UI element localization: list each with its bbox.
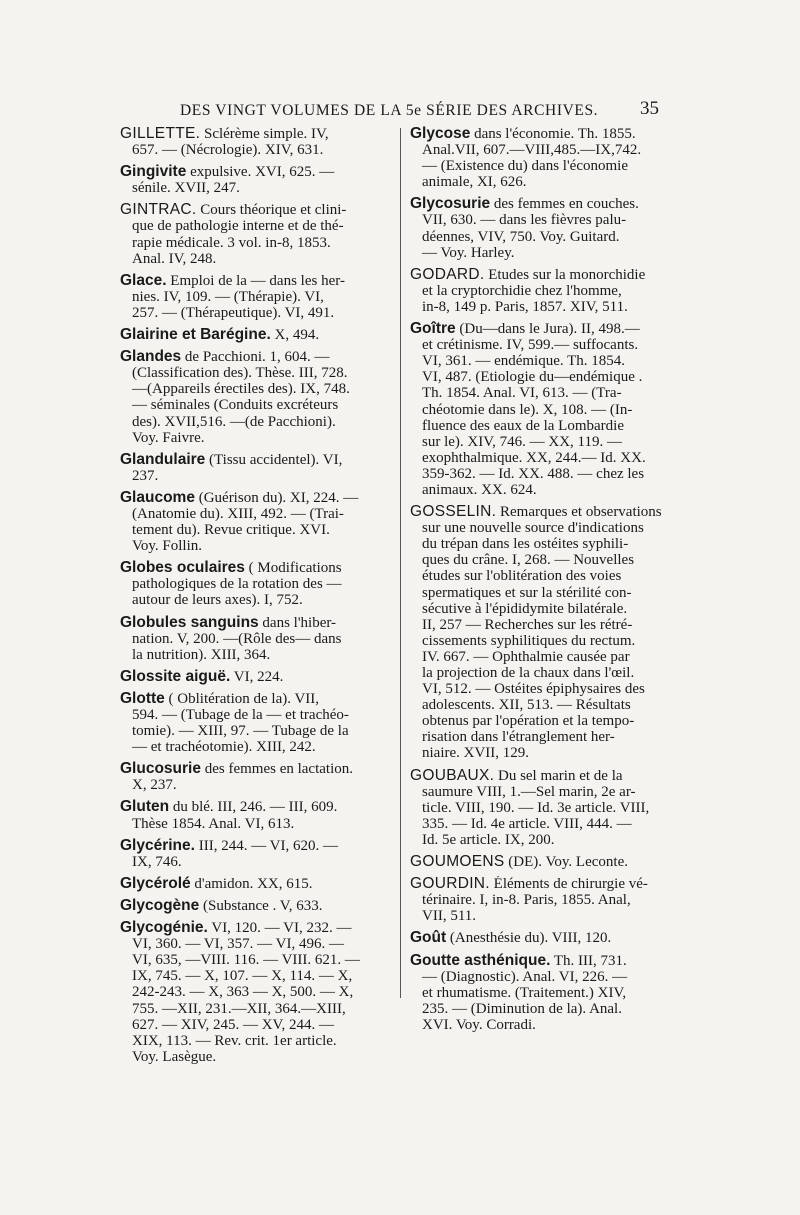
entry-line (120, 397, 392, 413)
entry-line (120, 816, 392, 832)
entry-line (410, 299, 684, 315)
entry-text: et crétinisme. IV, 599.— suffocants. (422, 337, 639, 354)
entry-text: IX, 745. — X, 107. — X, 114. — X, (132, 968, 353, 985)
entry-text: saumure VIII, 1.—Sel marin, 2e ar- (422, 783, 636, 800)
entry-text: — séminales (Conduits excréteurs (132, 397, 339, 414)
entry-text: 235. — (Diminution de la). Anal. (422, 1000, 622, 1017)
entry-text: 335. — Id. 4e article. VIII, 444. — (422, 815, 632, 832)
entry-line (410, 908, 684, 924)
entry-line (410, 697, 684, 713)
index-entry (410, 930, 684, 946)
entry-headword: Glandulaire (120, 451, 206, 468)
entry-line (410, 784, 684, 800)
entry-text: des femmes en lactation. (204, 761, 353, 778)
entry-text: — et trachéotomie). XIII, 242. (132, 739, 316, 756)
entry-headword: Glycérolé (120, 875, 191, 892)
entry-text: III, 244. — VI, 620. — (198, 837, 339, 854)
entry-text: VI, 120. — VI, 232. — (211, 920, 352, 937)
entry-headword: Glycogène (120, 897, 200, 914)
entry-text: Emploi de la — dans les her- (170, 272, 345, 289)
index-entry (120, 669, 392, 685)
entry-line (410, 854, 684, 870)
entry-text: VII, 630. — dans les fièvres palu- (422, 212, 627, 229)
entry-headword: Glotte (120, 690, 165, 707)
entry-text: chéotomie dans le). X, 108. — (In- (422, 401, 633, 418)
entry-text: Du sel marin et de la (497, 767, 623, 784)
entry-line (120, 126, 392, 142)
entry-line (120, 522, 392, 538)
entry-text: des femmes en couches. (493, 196, 639, 213)
entry-headword: Gluten (120, 799, 170, 816)
index-entry (120, 876, 392, 892)
entry-line (120, 576, 392, 592)
entry-text: (DE). Voy. Leconte. (508, 854, 628, 871)
page-number: 35 (640, 98, 659, 119)
entry-text: XIX, 113. — Rev. crit. 1er article. (132, 1032, 337, 1049)
entry-text: — (Diagnostic). Anal. VI, 226. — (422, 968, 628, 985)
entry-text: (Du—dans le Jura). II, 498.— (459, 321, 640, 338)
entry-line (120, 615, 392, 631)
entry-text: sécutive à l'épididymite bilatérale. (422, 600, 628, 617)
entry-text: 242-243. — X, 363 — X, 500. — X, (132, 984, 354, 1001)
entry-line (120, 838, 392, 854)
entry-line (410, 369, 684, 385)
entry-line (410, 745, 684, 761)
entry-line (120, 452, 392, 468)
index-entry (410, 504, 684, 762)
entry-line (120, 723, 392, 739)
entry-headword: Glace. (120, 272, 167, 289)
entry-text: la nutrition). XIII, 364. (132, 646, 271, 663)
entry-line (120, 430, 392, 446)
entry-line (120, 164, 392, 180)
entry-text: Voy. Follin. (132, 538, 203, 555)
entry-headword: Glycogénie. (120, 920, 208, 937)
entry-text: études sur l'oblitération des voies (422, 568, 622, 585)
entry-headword: Globes oculaires (120, 560, 245, 577)
entry-headword: GOUMOENS (410, 854, 505, 871)
entry-line (410, 321, 684, 337)
entry-text: II, 257 — Recherches sur les rétré- (422, 616, 633, 633)
index-entry (120, 490, 392, 554)
entry-line (120, 349, 392, 365)
entry-text: animaux. XX. 624. (422, 481, 537, 498)
entry-line (410, 665, 684, 681)
entry-line (120, 669, 392, 685)
entry-headword: GOSSELIN. (410, 504, 497, 521)
entry-text: sur une nouvelle source d'indications (422, 520, 644, 537)
entry-text: spermatiques et sur la stérilité con- (422, 584, 632, 601)
entry-line (120, 289, 392, 305)
entry-text: VI, 360. — VI, 357. — VI, 496. — (132, 936, 344, 953)
entry-line (410, 930, 684, 946)
entry-line (120, 631, 392, 647)
entry-text: (Tissu accidentel). VI, (209, 451, 343, 468)
entry-text: nies. IV, 109. — (Thérapie). VI, (132, 288, 324, 305)
entry-line (120, 218, 392, 234)
entry-text: Anal.VII, 607.—VIII,485.—IX,742. (422, 142, 642, 159)
entry-line (410, 552, 684, 568)
page-header (0, 96, 800, 128)
entry-text: — Voy. Harley. (422, 244, 515, 261)
entry-text: Thèse 1854. Anal. VI, 613. (132, 815, 295, 832)
entry-line (120, 506, 392, 522)
entry-line (410, 212, 684, 228)
entry-line (410, 681, 684, 697)
entry-headword: Glycérine. (120, 837, 195, 854)
entry-text: Etudes sur la monorchidie (488, 266, 646, 283)
entry-line (120, 876, 392, 892)
entry-line (410, 229, 684, 245)
entry-text: Id. 5e article. IX, 200. (422, 831, 555, 848)
entry-headword: Glandes (120, 349, 182, 366)
entry-line (120, 468, 392, 484)
entry-line (410, 768, 684, 784)
entry-line (410, 876, 684, 892)
entry-line (120, 936, 392, 952)
entry-line (410, 196, 684, 212)
entry-line (410, 402, 684, 418)
entry-text: ticle. VIII, 190. — Id. 3e article. VIII, (422, 799, 650, 816)
entry-text: 594. — (Tubage de la — et trachéo- (132, 707, 349, 723)
entry-text: du trépan dans les ostéites syphili- (422, 536, 629, 553)
index-entry (120, 560, 392, 608)
entry-text: dans l'hiber- (262, 614, 337, 631)
entry-text: nation. V, 200. —(Rôle des— dans (132, 630, 342, 647)
entry-text: VI, 224. (233, 668, 284, 685)
entry-line (120, 691, 392, 707)
entry-line (120, 952, 392, 968)
entry-text: Éléments de chirurgie vé- (493, 876, 648, 893)
entry-text: 359-362. — Id. XX. 488. — chez les (422, 465, 645, 482)
entry-line (410, 337, 684, 353)
entry-text: VI, 512. — Ostéites épiphysaires des (422, 681, 645, 698)
entry-headword: Glaucome (120, 489, 195, 506)
entry-headword: Gingivite (120, 164, 187, 181)
entry-text: (Classification des). Thèse. III, 728. (132, 365, 348, 382)
entry-text: — (Existence du) dans l'économie (422, 158, 628, 175)
entry-line (410, 450, 684, 466)
entry-line (120, 739, 392, 755)
left-column (120, 126, 392, 1071)
entry-text: sur le). XIV, 746. — XX, 119. — (422, 433, 622, 450)
entry-line (410, 504, 684, 520)
entry-text: X, 494. (274, 327, 320, 344)
entry-headword: Goutte asthénique. (410, 952, 551, 969)
index-entry (120, 691, 392, 755)
entry-text: ques du crâne. I, 268. — Nouvelles (422, 552, 635, 569)
entry-line (410, 633, 684, 649)
entry-line (120, 1033, 392, 1049)
entry-line (410, 418, 684, 434)
entry-line (410, 816, 684, 832)
entry-line (120, 854, 392, 870)
entry-text: Remarques et observations (500, 504, 662, 521)
entry-headword: Goître (410, 321, 456, 338)
entry-line (120, 707, 392, 723)
entry-line (120, 490, 392, 506)
index-entry (410, 876, 684, 924)
entry-headword: GOURDIN. (410, 876, 490, 893)
entry-text: IV. 667. — Ophthalmie causée par (422, 648, 630, 665)
index-entry (120, 920, 392, 1065)
entry-headword: GODARD. (410, 266, 485, 283)
entry-line (410, 713, 684, 729)
entry-text: exophthalmique. XX, 244.— Id. XX. (422, 449, 646, 466)
entry-text: et rhumatisme. (Traitement.) XIV, (422, 984, 627, 1001)
entry-line (120, 968, 392, 984)
entry-line (410, 245, 684, 261)
entry-headword: Glucosurie (120, 761, 201, 778)
entry-line (410, 353, 684, 369)
entry-line (410, 536, 684, 552)
entry-text: XVI. Voy. Corradi. (422, 1016, 536, 1033)
entry-text: Cours théorique et clini- (200, 202, 347, 219)
entry-text: des). XVII,516. —(de Pacchioni). (132, 413, 336, 430)
entry-text: Voy. Lasègue. (132, 1048, 217, 1065)
entry-text: expulsive. XVI, 625. — (190, 164, 335, 181)
entry-line (410, 953, 684, 969)
entry-text: animale, XI, 626. (422, 174, 527, 191)
entry-headword: Globules sanguins (120, 614, 259, 631)
entry-text: VI, 487. (Etiologie du—endémique . (422, 369, 643, 386)
running-title: DES VINGT VOLUMES DE LA 5e SÉRIE DES ARCHIVES. (180, 102, 599, 119)
entry-text: 755. —XII, 231.—XII, 364.—XIII, (132, 1000, 346, 1017)
entry-line (120, 592, 392, 608)
entry-text: VI, 361. — endémique. Th. 1854. (422, 353, 626, 370)
entry-line (120, 560, 392, 576)
entry-text: (Guérison du). XI, 224. — (198, 489, 359, 506)
index-entry (120, 126, 392, 158)
entry-text: et la cryptorchidie chez l'homme, (422, 282, 622, 299)
entry-line (120, 761, 392, 777)
entry-headword: Glycosurie (410, 196, 491, 213)
entry-headword: Goût (410, 930, 447, 947)
entry-text: IX, 746. (132, 853, 182, 870)
column-divider (400, 128, 401, 998)
index-entry (410, 196, 684, 260)
entry-headword: Glairine et Barégine. (120, 327, 271, 344)
entry-line (410, 985, 684, 1001)
entry-text: ( Oblitération de la). VII, (168, 690, 320, 707)
entry-text: ( Modifications (248, 560, 342, 577)
entry-line (410, 649, 684, 665)
entry-line (120, 920, 392, 936)
entry-text: dans l'économie. Th. 1855. (474, 126, 636, 142)
entry-line (120, 799, 392, 815)
entry-headword: GINTRAC. (120, 202, 197, 219)
entry-text: (Substance . V, 633. (203, 897, 323, 914)
entry-line (120, 414, 392, 430)
index-entry (410, 953, 684, 1033)
index-entry (410, 321, 684, 498)
entry-line (120, 1001, 392, 1017)
entry-text: (Anatomie du). XIII, 492. — (Trai- (132, 505, 344, 522)
entry-line (120, 1017, 392, 1033)
index-entry (410, 267, 684, 315)
entry-text: rapie médicale. 3 vol. in-8, 1853. (132, 234, 331, 251)
entry-text: in-8, 149 p. Paris, 1857. XIV, 511. (422, 298, 628, 315)
entry-text: Th. 1854. Anal. VI, 613. — (Tra- (422, 385, 622, 402)
entry-text: (Anesthésie du). VIII, 120. (449, 930, 612, 947)
entry-text: X, 237. (132, 777, 177, 794)
index-entry (120, 164, 392, 196)
entry-line (410, 142, 684, 158)
entry-line (120, 647, 392, 663)
entry-text: que de pathologie interne et de thé- (132, 218, 344, 235)
index-entry (120, 615, 392, 663)
entry-line (410, 267, 684, 283)
entry-text: —(Appareils érectiles des). IX, 748. (132, 381, 350, 398)
entry-line (120, 984, 392, 1000)
entry-line (120, 898, 392, 914)
index-entry (120, 761, 392, 793)
entry-headword: Glycose (410, 126, 471, 142)
entry-text: VII, 511. (422, 908, 477, 925)
entry-line (410, 1001, 684, 1017)
index-entry (120, 452, 392, 484)
entry-text: sénile. XVII, 247. (132, 180, 240, 197)
entry-line (410, 568, 684, 584)
entry-text: 257. — (Thérapeutique). VI, 491. (132, 304, 335, 321)
entry-line (120, 251, 392, 267)
index-entry (120, 202, 392, 266)
entry-text: la projection de la chaux dans l'œil. (422, 665, 635, 681)
entry-line (410, 126, 684, 142)
entry-line (120, 235, 392, 251)
entry-text: Th. III, 731. (553, 952, 627, 969)
entry-line (120, 180, 392, 196)
entry-text: 657. — (Nécrologie). XIV, 631. (132, 142, 324, 159)
entry-line (120, 777, 392, 793)
entry-line (120, 142, 392, 158)
index-entry (120, 838, 392, 870)
entry-line (120, 381, 392, 397)
entry-line (410, 482, 684, 498)
entry-line (410, 892, 684, 908)
index-entry (120, 273, 392, 321)
entry-text: cissements syphilitiques du rectum. (422, 632, 636, 649)
entry-line (410, 385, 684, 401)
entry-line (120, 365, 392, 381)
index-entry (120, 349, 392, 446)
entry-text: niaire. XVII, 129. (422, 745, 530, 762)
entry-text: 237. (132, 467, 159, 484)
entry-line (410, 1017, 684, 1033)
entry-line (410, 969, 684, 985)
entry-headword: GILLETTE. (120, 126, 201, 142)
entry-line (410, 158, 684, 174)
entry-line (120, 202, 392, 218)
entry-text: déennes, VIV, 750. Voy. Guitard. (422, 228, 620, 245)
index-entry (410, 854, 684, 870)
entry-text: adolescents. XII, 513. — Résultats (422, 697, 631, 714)
entry-line (410, 585, 684, 601)
index-entry (410, 768, 684, 848)
entry-text: fluence des eaux de la Lombardie (422, 417, 624, 434)
entry-line (410, 832, 684, 848)
index-entry (120, 799, 392, 831)
entry-text: 627. — XIV, 245. — XV, 244. — (132, 1016, 334, 1033)
entry-line (120, 327, 392, 343)
entry-text: VI, 635, —VIII. 116. — VIII. 621. — (132, 952, 360, 969)
entry-headword: Glossite aiguë. (120, 668, 231, 685)
entry-line (410, 617, 684, 633)
entry-text: térinaire. I, in-8. Paris, 1855. Anal, (422, 892, 631, 909)
entry-line (410, 601, 684, 617)
entry-text: du blé. III, 246. — III, 609. (172, 799, 338, 816)
entry-line (120, 305, 392, 321)
entry-line (410, 174, 684, 190)
entry-text: Voy. Faivre. (132, 429, 205, 446)
entry-text: Anal. IV, 248. (132, 250, 217, 267)
entry-headword: GOUBAUX. (410, 767, 495, 784)
entry-text: de Pacchioni. 1, 604. — (184, 349, 330, 366)
entry-line (120, 1049, 392, 1065)
entry-line (410, 434, 684, 450)
entry-text: autour de leurs axes). I, 752. (132, 592, 303, 609)
entry-line (410, 466, 684, 482)
entry-text: tement du). Revue critique. XVI. (132, 522, 330, 539)
entry-line (120, 273, 392, 289)
entry-line (410, 800, 684, 816)
entry-line (410, 283, 684, 299)
entry-text: tomie). — XIII, 97. — Tubage de la (132, 723, 349, 740)
index-entry (120, 898, 392, 914)
entry-text: d'amidon. XX, 615. (194, 875, 313, 892)
entry-line (410, 520, 684, 536)
entry-text: risation dans l'étranglement her- (422, 729, 615, 746)
entry-line (120, 538, 392, 554)
entry-text: pathologiques de la rotation des — (132, 576, 342, 593)
right-column (410, 126, 684, 1039)
index-entry (120, 327, 392, 343)
entry-text: obtenus par l'opération et la tempo- (422, 713, 635, 730)
entry-line (410, 729, 684, 745)
entry-text: Sclérème simple. IV, (203, 126, 329, 142)
index-entry (410, 126, 684, 190)
